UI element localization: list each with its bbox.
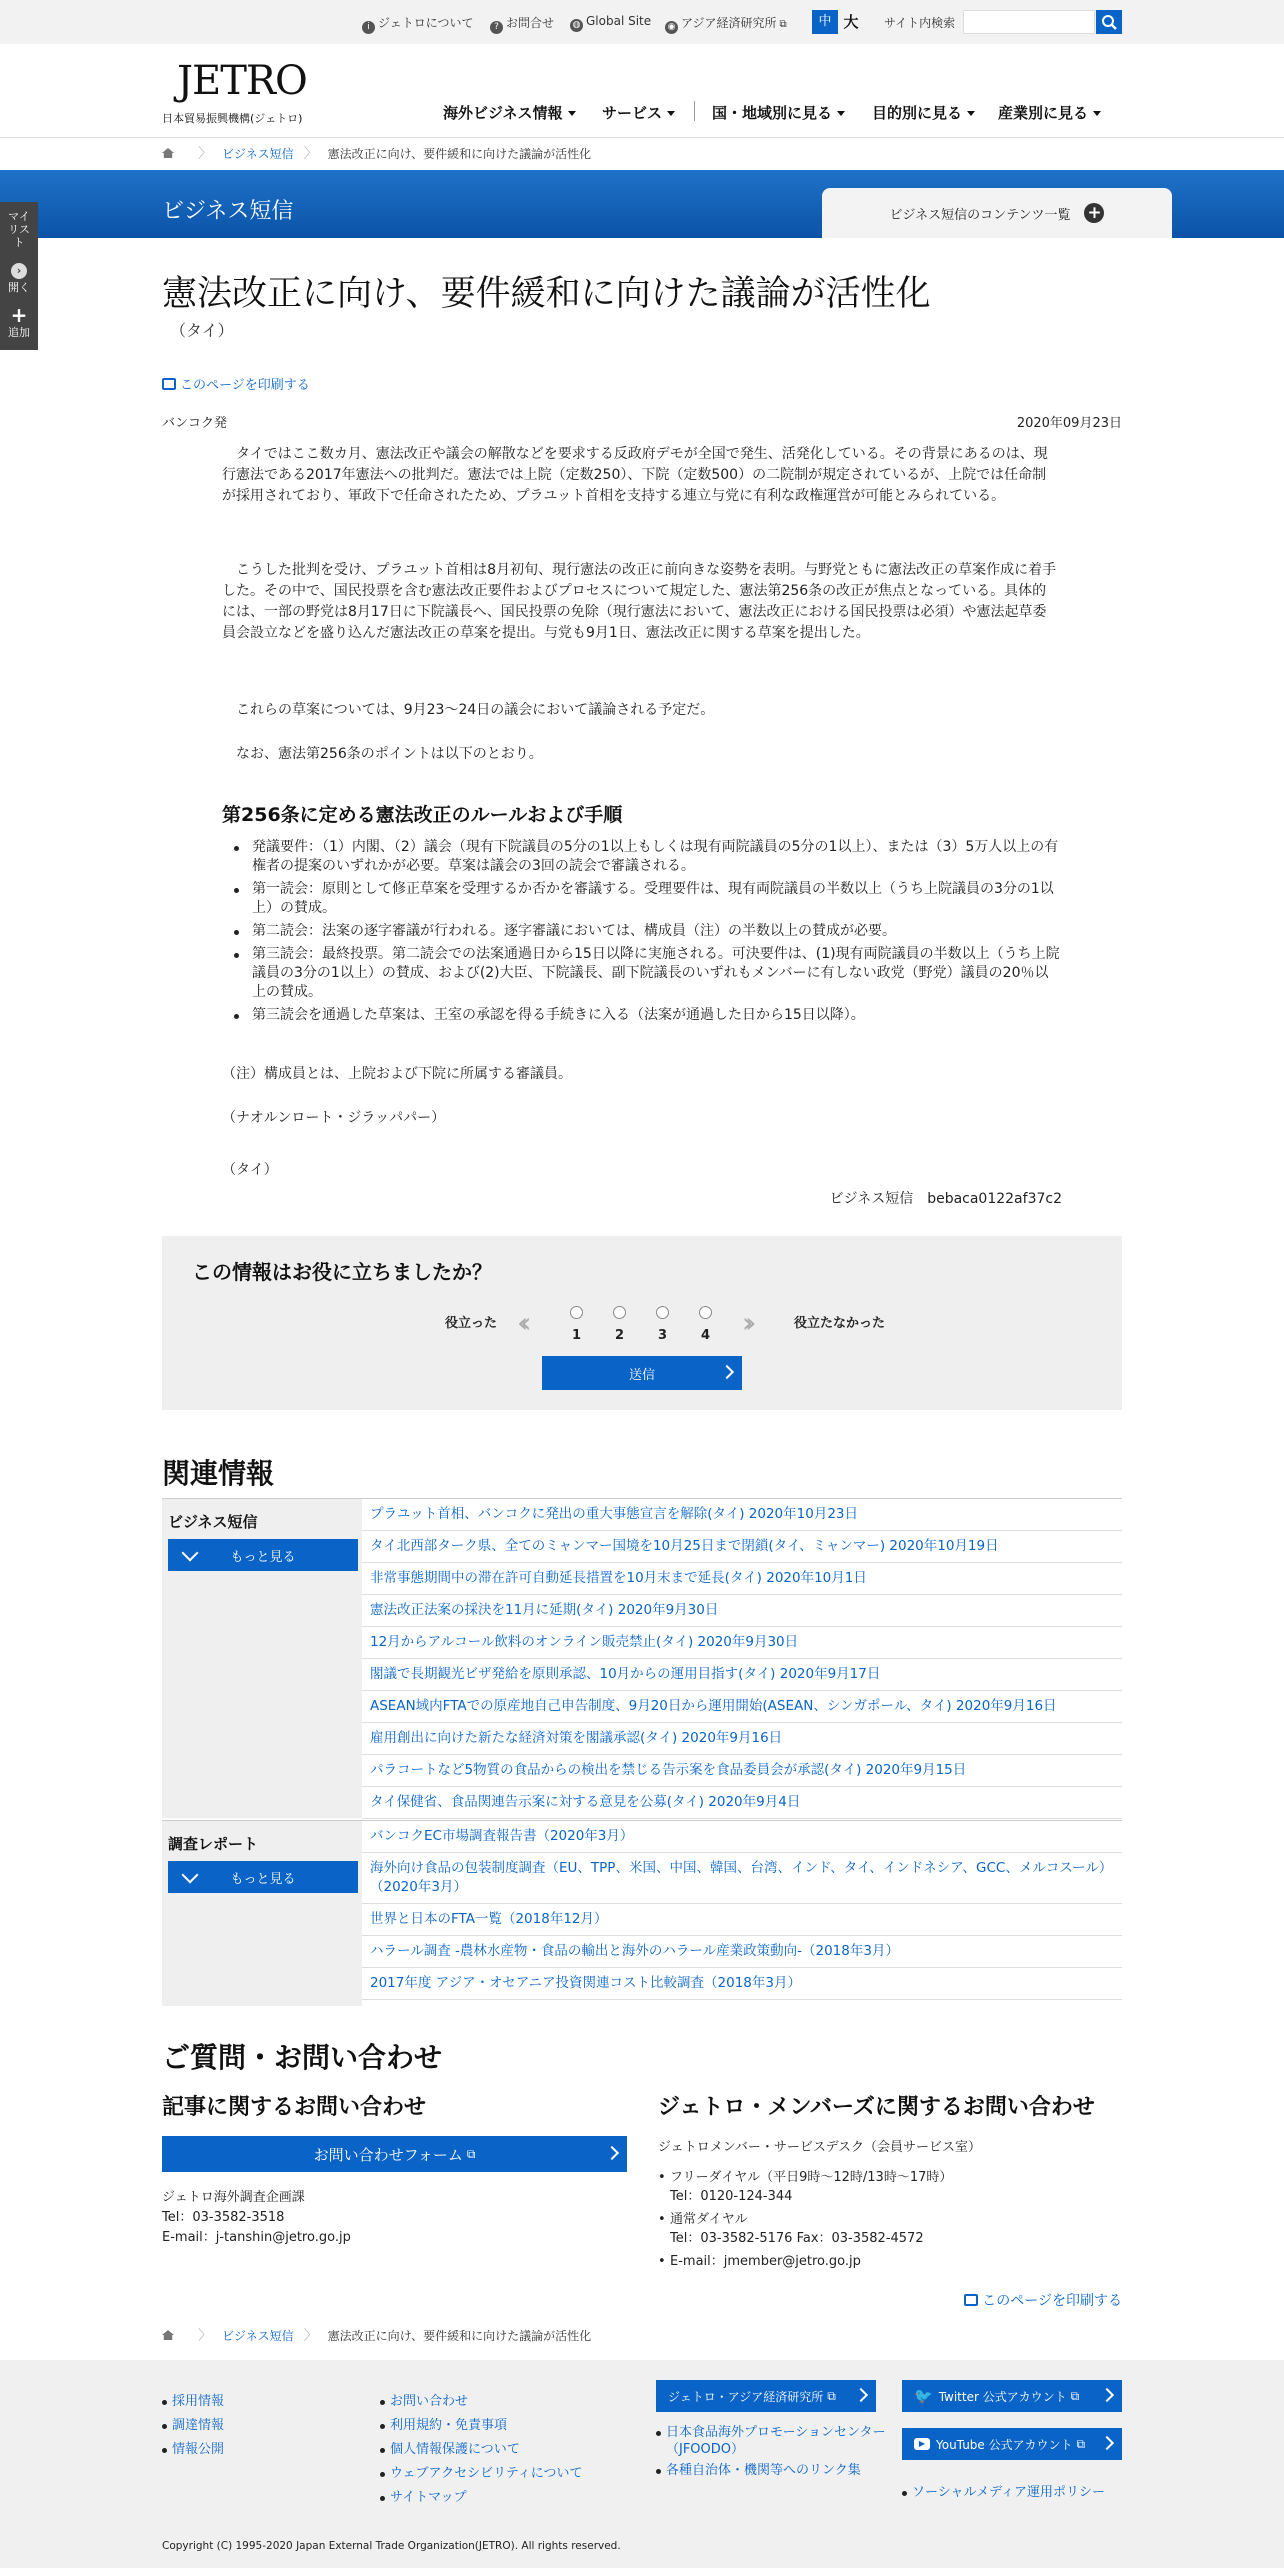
feedback-question: この情報はお役に立ちましたか？ — [192, 1260, 492, 1284]
related-reports-list — [362, 1821, 1122, 2000]
sns-policy-link[interactable]: ソーシャルメディア運用ポリシー — [902, 2484, 1122, 2501]
question-icon: ? — [490, 21, 503, 34]
copyright: Copyright (C) 1995-2020 Japan External Trade Organization(JETRO). All rights reserved. — [162, 2540, 621, 2552]
related-news-section — [162, 1498, 1122, 1818]
footer — [0, 2360, 1284, 2568]
footer-link[interactable]: 個人情報保護について — [380, 2438, 583, 2462]
useful-label: 役立った — [445, 1316, 498, 1331]
contact-tel: Tel：03-3582-3518 — [162, 2210, 285, 2225]
printer-icon — [162, 378, 176, 390]
open-label: 開く — [8, 281, 30, 294]
add-label: 追加 — [8, 326, 30, 339]
article-country: （タイ） — [170, 321, 234, 340]
feedback-box — [162, 1236, 1122, 1410]
window-icon: ⧉ — [466, 2146, 476, 2161]
footer-link[interactable]: サイトマップ — [380, 2486, 583, 2510]
contact-form-label: お問い合わせフォーム — [313, 2145, 463, 2164]
related-news-title: ビジネス短信 — [168, 1513, 258, 1531]
footer-link[interactable]: 調達情報 — [162, 2414, 224, 2438]
list-item[interactable]: パラコートなど5物質の食品からの検出を禁じる告示案を食品委員会が承認(タイ) 2020年9月15日 — [362, 1755, 1122, 1787]
rating-label: 4 — [700, 1328, 711, 1343]
nav-by-purpose[interactable]: 目的別に見る — [872, 102, 975, 123]
footer-link[interactable]: 利用規約・免責事項 — [380, 2414, 583, 2438]
rating-label: 3 — [657, 1328, 668, 1343]
section-banner — [0, 170, 1284, 238]
more-news-button[interactable] — [168, 1539, 358, 1571]
list-item[interactable]: バンコクEC市場調査報告書（2020年3月） — [362, 1821, 1122, 1853]
open-mylist-button[interactable] — [0, 263, 38, 294]
info-icon: i — [362, 21, 375, 34]
list-item[interactable]: タイ保健省、食品関連告示案に対する意見を公募(タイ) 2020年9月4日 — [362, 1787, 1122, 1819]
dateline: バンコク発 — [162, 416, 228, 431]
home-icon[interactable] — [162, 148, 174, 158]
ide-footer-button[interactable] — [656, 2380, 876, 2412]
jfoodo-link[interactable]: 日本食品海外プロモーションセンター（JFOODO） — [656, 2424, 886, 2458]
rules-list — [230, 838, 1060, 1029]
list-item[interactable]: プラユット首相、バンコクに発出の重大事態宣言を解除(タイ) 2020年10月23日 — [362, 1499, 1122, 1531]
send-button[interactable] — [542, 1356, 742, 1390]
footer-links-col1 — [162, 2390, 224, 2462]
external-link-icon: ⧉ — [827, 2388, 836, 2403]
jetro-logo[interactable]: JETRO — [177, 58, 307, 104]
list-item[interactable]: 非常事態期間中の滞在許可自動延長措置を10月末まで延長(タイ) 2020年10月1日 — [362, 1563, 1122, 1595]
chevron-right-icon — [1100, 2388, 1114, 2402]
globe-icon: ◍ — [570, 19, 583, 32]
list-item[interactable]: 12月からアルコール飲料のオンライン販売禁止(タイ) 2020年9月30日 — [362, 1627, 1122, 1659]
rating-radio-2[interactable] — [613, 1306, 626, 1319]
list-item[interactable]: 2017年度 アジア・オセアニア投資関連コスト比較調査（2018年3月） — [362, 1968, 1122, 2000]
contact-link[interactable] — [490, 14, 554, 34]
chevron-right-icon — [854, 2388, 868, 2402]
search-button[interactable] — [1096, 10, 1122, 34]
ide-label: アジア経済研究所 — [681, 16, 777, 30]
nav-by-region[interactable]: 国・地域別に見る — [712, 102, 845, 123]
mylist-label: マイリスト — [8, 210, 30, 249]
utility-bar — [0, 0, 1284, 44]
print-label: このページを印刷する — [180, 378, 310, 393]
member-item-label: 通常ダイヤル — [670, 2212, 748, 2227]
list-item[interactable]: 海外向け食品の包装制度調査（EU、TPP、米国、中国、韓国、台湾、インド、タイ、インドネシア、GCC、メルコスール）（2020年3月） — [362, 1853, 1122, 1904]
member-contact-list — [658, 2168, 1122, 2275]
print-page-link[interactable] — [964, 2290, 1122, 2310]
member-item-value: Tel：0120-124-344 — [670, 2189, 793, 2204]
breadcrumb-separator: 〉 — [198, 146, 212, 162]
breadcrumb-section-link[interactable]: ビジネス短信 — [222, 2328, 294, 2343]
nav-divider — [694, 101, 695, 121]
list-item[interactable]: 閣議で長期観光ビザ発給を原則承認、10月からの運用目指す(タイ) 2020年9月17日 — [362, 1659, 1122, 1691]
more-label: もっと見る — [230, 1871, 296, 1887]
footer-link[interactable]: お問い合わせ — [380, 2390, 583, 2414]
external-link-icon: ⧉ — [1070, 2388, 1080, 2403]
font-size-large-button[interactable]: 大 — [843, 13, 859, 31]
list-item — [658, 2252, 1122, 2271]
external-link-icon: ⧉ — [779, 19, 787, 30]
related-news-list — [362, 1499, 1122, 1819]
ide-link[interactable] — [665, 14, 787, 34]
contact-heading: ご質問・お問い合わせ — [162, 2041, 443, 2074]
article-paragraph: なお、憲法第256条のポイントは以下のとおり。 — [236, 746, 543, 762]
chevron-right-icon — [720, 1365, 734, 1379]
list-item: 第一読会：原則として修正草案を受理するか否かを審議する。受理要件は、現有両院議員の半数以上（うち上院議員の3分の1以上）の賛成。 — [230, 880, 1060, 918]
breadcrumb-current: 憲法改正に向け、要件緩和に向けた議論が活性化 — [327, 146, 592, 161]
search-label: サイト内検索 — [884, 16, 956, 30]
rating-radio-3[interactable] — [656, 1306, 669, 1319]
print-label: このページを印刷する — [982, 2293, 1122, 2309]
member-desk: ジェトロメンバー・サービスデスク（会員サービス室） — [658, 2140, 982, 2155]
contact-dept: ジェトロ海外調査企画課 — [162, 2190, 305, 2205]
twitter-label: Twitter 公式アカウント — [938, 2389, 1067, 2404]
breadcrumb-section-link[interactable]: ビジネス短信 — [222, 146, 294, 161]
list-item[interactable]: ハラール調査 -農林水産物・食品の輸出と海外のハラール産業政策動向-（2018年3月） — [362, 1936, 1122, 1968]
twitter-icon: 🐦 — [914, 2387, 933, 2405]
more-label: もっと見る — [230, 1549, 296, 1565]
related-heading: 関連情報 — [162, 1457, 275, 1490]
send-label: 送信 — [628, 1367, 655, 1383]
related-reports-sidebar — [162, 1821, 362, 2006]
rating-radio-1[interactable] — [570, 1306, 583, 1319]
chevron-down-icon — [182, 1867, 199, 1884]
list-item[interactable]: 世界と日本のFTA一覧（2018年12月） — [362, 1904, 1122, 1936]
list-item — [658, 2210, 1122, 2248]
contact-label: お問合せ — [506, 16, 555, 30]
related-reports-title: 調査レポート — [168, 1835, 259, 1853]
footer-link[interactable]: 情報公開 — [162, 2438, 224, 2462]
footer-link[interactable]: 採用情報 — [162, 2390, 224, 2414]
contents-list-label: ビジネス短信のコンテンツ一覧 — [889, 207, 1071, 223]
publish-date: 2020年09月23日 — [1016, 416, 1122, 431]
double-chevron-left-icon: ‹‹ — [517, 1306, 524, 1339]
about-label: ジェトロについて — [378, 16, 474, 30]
nav-overseas-info[interactable]: 海外ビジネス情報 — [443, 102, 576, 123]
add-mylist-button[interactable] — [0, 303, 38, 339]
more-reports-button[interactable] — [168, 1861, 358, 1893]
breadcrumb-separator: 〉 — [303, 2328, 318, 2344]
page-title: 憲法改正に向け、要件緩和に向けた議論が活性化 — [162, 274, 931, 314]
youtube-icon: ▶ — [914, 2438, 930, 2450]
breadcrumb-separator: 〉 — [303, 146, 318, 162]
chevron-right-icon: › — [11, 263, 27, 279]
related-reports-section — [162, 1820, 1122, 2006]
article-paragraph: こうした批判を受け、プラユット首相は8月初旬、現行憲法の改正に前向きな姿勢を表明。与野党ともに憲法改正の草案作成に着手した。その中で、国民投票を含む憲法改正要件およびプロセスについて規定した、憲法第256条の改正が焦点となっている。具体的には、一部の野党は8月17日に下院議長へ、国民投票の免除（現行憲法において、憲法改正における国民投票は必須）や憲法起草委員会設立などを盛り込んだ憲法改正の草案を提出。与党も9月1日、憲法改正に関する草案を提出した。 — [222, 562, 1057, 641]
rating-radio-4[interactable] — [699, 1306, 712, 1319]
print-page-link[interactable] — [162, 374, 310, 393]
member-contact-heading: ジェトロ・メンバーズに関するお問い合わせ — [658, 2095, 1095, 2120]
youtube-label: YouTube 公式アカウント — [936, 2437, 1073, 2452]
rating-label: 2 — [614, 1328, 625, 1343]
ide-footer-label: ジェトロ・アジア経済研究所 — [668, 2389, 824, 2404]
not-useful-label: 役立たなかった — [794, 1316, 886, 1331]
breadcrumb-current: 憲法改正に向け、要件緩和に向けた議論が活性化 — [327, 2328, 592, 2343]
ide-icon: ◉ — [665, 21, 678, 34]
chevron-down-icon — [182, 1545, 199, 1562]
plus-icon: + — [1084, 203, 1104, 223]
article-paragraph: これらの草案については、9月23～24日の議会において議論される予定だ。 — [236, 702, 715, 718]
footer-links-col2 — [380, 2390, 583, 2510]
partner-links-link[interactable]: 各種自治体・機関等へのリンク集 — [656, 2462, 886, 2479]
youtube-button[interactable] — [902, 2428, 1122, 2460]
article-country-tag: （タイ） — [222, 1162, 278, 1178]
contact-form-button[interactable] — [162, 2136, 627, 2172]
article-author: （ナオルンロート・ジラッパパー） — [222, 1110, 446, 1126]
twitter-button[interactable] — [902, 2380, 1122, 2412]
breadcrumb — [162, 2320, 591, 2350]
rules-heading: 第256条に定める憲法改正のルールおよび手順 — [222, 804, 623, 826]
global-site-link[interactable] — [570, 14, 651, 32]
nav-services[interactable]: サービス — [602, 102, 675, 123]
rating-label: 1 — [571, 1328, 582, 1343]
about-link[interactable] — [362, 14, 474, 34]
article-contact-heading: 記事に関するお問い合わせ — [162, 2095, 427, 2120]
font-size-medium-button[interactable]: 中 — [812, 10, 838, 34]
list-item: 発議要件：（1）内閣、（2）議会（現有下院議員の5分の1以上もしくは現有両院議員の5分の1以上）、または（3）5万人以上の有権者の提案のいずれかが必要。草案は議会の3回の読会で審議される。 — [230, 838, 1060, 876]
list-item[interactable]: 憲法改正法案の採決を11月に延期(タイ) 2020年9月30日 — [362, 1595, 1122, 1627]
list-item[interactable]: 雇用創出に向けた新たな経済対策を閣議承認(タイ) 2020年9月16日 — [362, 1723, 1122, 1755]
member-item-value: Tel：03-3582-5176 Fax：03-3582-4572 — [670, 2231, 924, 2246]
article-note: （注）構成員とは、上院および下院に所属する審議員。 — [222, 1066, 572, 1082]
breadcrumb-separator: 〉 — [198, 2328, 212, 2344]
footer-link[interactable]: ウェブアクセシビリティについて — [380, 2462, 583, 2486]
list-item — [658, 2168, 1122, 2206]
list-item: 第三読会を通過した草案は、王室の承認を得る手続きに入る（法案が通過した日から15日以降）。 — [230, 1006, 1060, 1025]
mylist-sidebar — [0, 202, 38, 350]
contact-email: E-mail：j-tanshin@jetro.go.jp — [162, 2230, 351, 2245]
related-news-sidebar — [162, 1499, 362, 1818]
chevron-right-icon — [1100, 2436, 1114, 2450]
member-item-label: E-mail：jmember@jetro.go.jp — [670, 2254, 861, 2269]
list-item[interactable]: タイ北西部ターク県、全てのミャンマー国境を10月25日まで閉鎖(タイ、ミャンマー) 2020年10月19日 — [362, 1531, 1122, 1563]
news-id: ビジネス短信 bebaca0122af37c2 — [829, 1191, 1062, 1207]
list-item: 第二読会：法案の逐字審議が行われる。逐字審議においては、構成員（注）の半数以上の賛成が必要。 — [230, 922, 1060, 941]
banner-title: ビジネス短信 — [162, 199, 294, 224]
list-item[interactable]: ASEAN域内FTAでの原産地自己申告制度、9月20日から運用開始(ASEAN、シンガポール、タイ) 2020年9月16日 — [362, 1691, 1122, 1723]
article-paragraph: タイではここ数カ月、憲法改正や議会の解散などを要求する反政府デモが全国で発生、活発化している。その背景にあるのは、現行憲法である2017年憲法への批判だ。憲法では上院（定数250）、下院（定数500）の二院制が規定されているが、上院では任命制が採用されており、軍政下で任命されたため、プラユット首相を支持する連立与党に有利な政権運営が可能とみられている。 — [222, 446, 1048, 504]
logo-subtitle: 日本貿易振興機構(ジェトロ) — [162, 112, 303, 125]
member-item-label: フリーダイヤル（平日9時～12時/13時～17時） — [670, 2170, 953, 2185]
nav-by-industry[interactable]: 産業別に見る — [998, 102, 1101, 123]
search-icon — [1096, 10, 1122, 34]
home-icon[interactable] — [162, 2330, 174, 2340]
chevron-right-icon — [605, 2146, 619, 2160]
search-input[interactable] — [963, 10, 1095, 34]
breadcrumb — [162, 138, 591, 168]
printer-icon — [964, 2294, 978, 2306]
global-label: Global Site — [586, 14, 652, 28]
plus-icon: + — [10, 303, 28, 327]
double-chevron-right-icon: ›› — [742, 1306, 749, 1339]
contents-list-tab[interactable] — [822, 188, 1172, 238]
external-link-icon: ⧉ — [1076, 2436, 1086, 2451]
list-item: 第三読会：最終投票。第二読会での法案通過日から15日以降に実施される。可決要件は、(1)現有両院議員の半数以上（うち上院議員の3分の1以上）の賛成、および(2)大臣、下院議長、副下院議長のいずれもメンバーに有しない政党（野党）議員の20％以上の賛成。 — [230, 945, 1060, 1002]
